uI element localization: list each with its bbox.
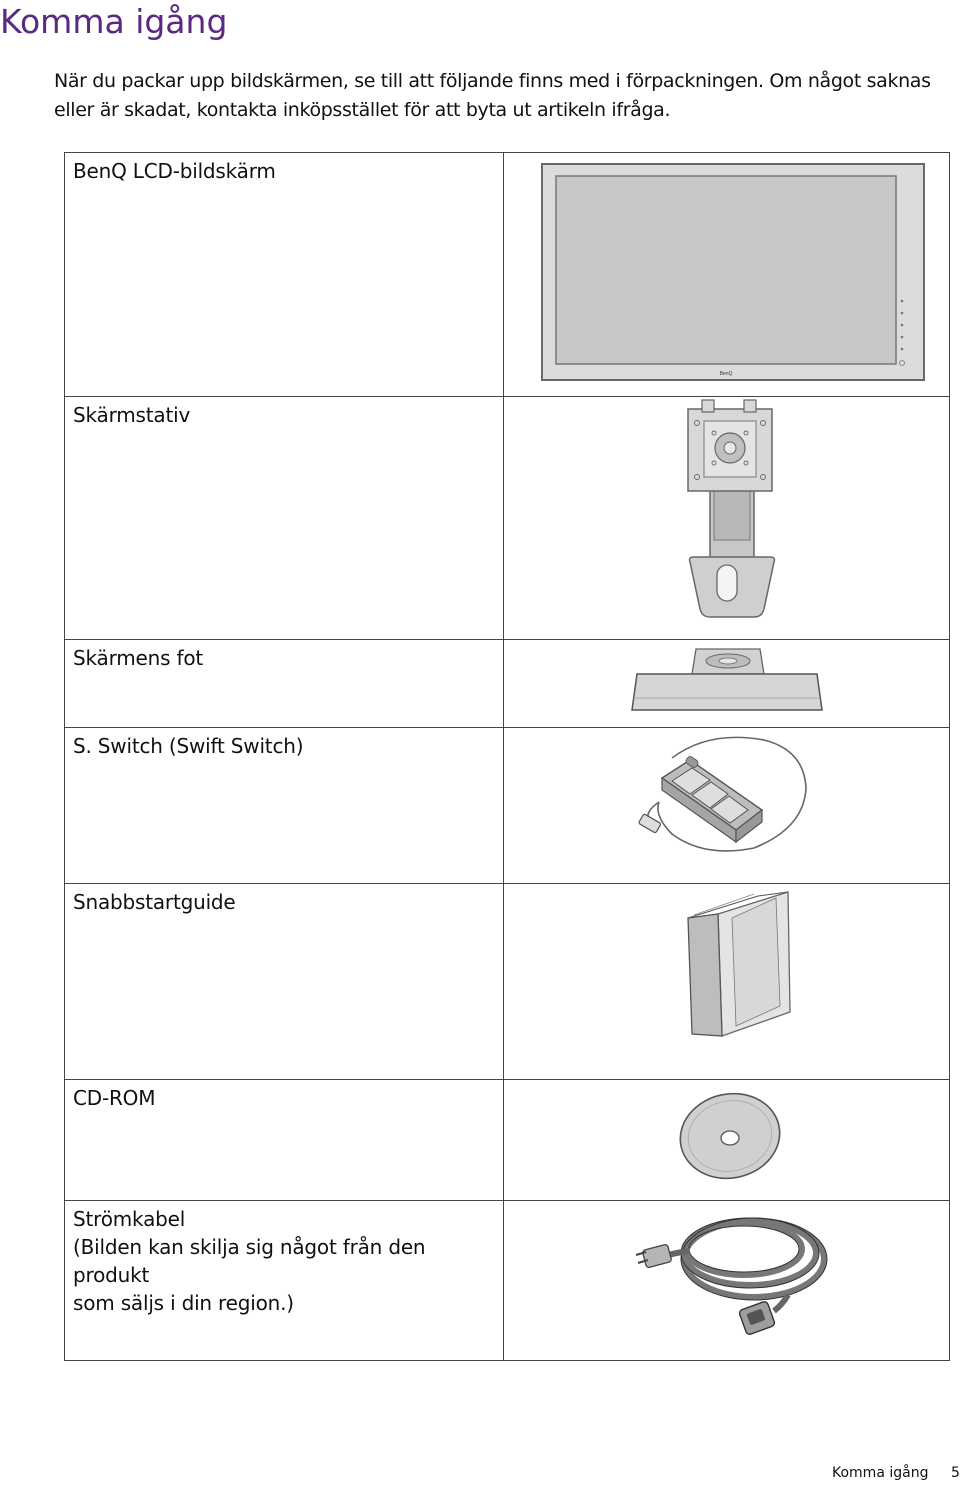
power-cable-icon xyxy=(504,1201,950,1360)
quick-start-guide-icon xyxy=(504,884,950,1079)
item-label: Snabbstartguide xyxy=(73,890,236,914)
monitor-stand-icon xyxy=(504,397,950,639)
item-label: CD-ROM xyxy=(73,1086,156,1110)
page-title: Komma igång xyxy=(0,2,228,41)
item-image-cell xyxy=(504,884,950,1080)
item-label: Skärmens fot xyxy=(73,646,204,670)
item-image-cell xyxy=(504,1201,950,1361)
item-label-cell xyxy=(65,153,504,397)
item-image-cell xyxy=(504,728,950,884)
s-switch-icon xyxy=(504,728,950,883)
item-image-cell xyxy=(504,153,950,397)
table-row xyxy=(65,397,950,640)
table-row xyxy=(65,153,950,397)
item-note-line: som säljs i din region.) xyxy=(73,1291,294,1315)
item-label: BenQ LCD-bildskärm xyxy=(73,159,276,183)
footer-section-title: Komma igång xyxy=(832,1465,929,1481)
table-row xyxy=(65,1201,950,1361)
item-label: Skärmstativ xyxy=(73,403,191,427)
item-label-cell xyxy=(65,1080,504,1201)
table-row xyxy=(65,728,950,884)
table-row xyxy=(65,640,950,728)
table-row xyxy=(65,884,950,1080)
item-image-cell xyxy=(504,397,950,640)
item-label-cell xyxy=(65,1201,504,1361)
package-contents-table xyxy=(64,152,950,1361)
item-label: Strömkabel xyxy=(73,1207,186,1231)
item-label-cell xyxy=(65,884,504,1080)
item-label-cell xyxy=(65,397,504,640)
item-note-line: (Bilden kan skilja sig något från den produkt xyxy=(73,1235,426,1287)
item-image-cell xyxy=(504,640,950,728)
item-label-cell xyxy=(65,640,504,728)
footer-page-number: 5 xyxy=(951,1465,960,1481)
item-label-cell xyxy=(65,728,504,884)
lcd-monitor-icon xyxy=(504,153,950,396)
monitor-base-icon xyxy=(504,640,950,727)
table-row xyxy=(65,1080,950,1201)
item-image-cell xyxy=(504,1080,950,1201)
item-label: S. Switch (Swift Switch) xyxy=(73,734,304,758)
brand-logo: BenQ xyxy=(719,371,733,377)
intro-paragraph: När du packar upp bildskärmen, se till att följande finns med i förpackningen. Om något saknas eller är skadat, kontakta inköpsstället för att byta ut artikeln ifråga. xyxy=(54,70,931,121)
cd-rom-icon xyxy=(504,1080,950,1200)
